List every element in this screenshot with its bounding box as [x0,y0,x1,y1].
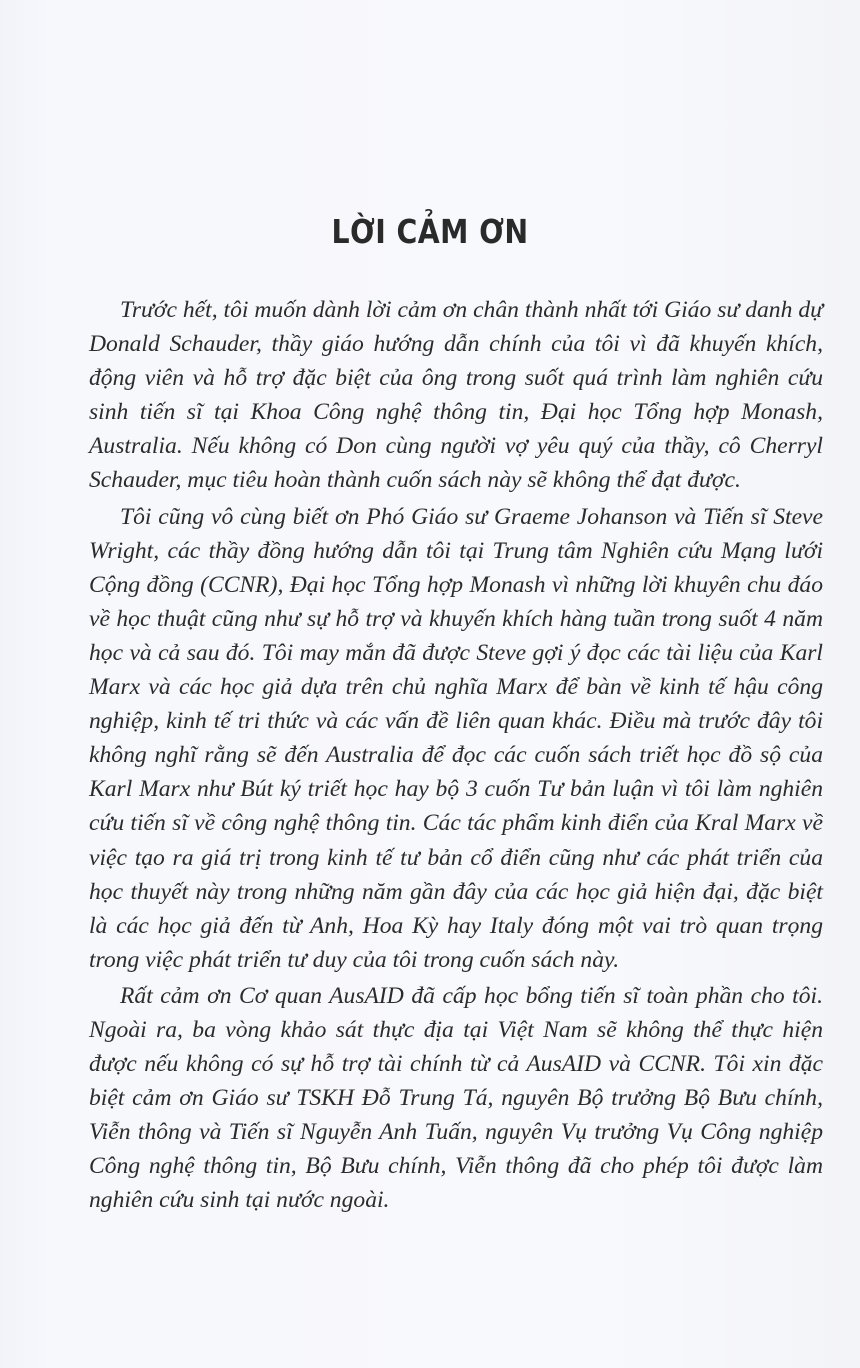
page-title: LỜI CẢM ƠN [331,212,529,251]
paragraph-3: Rất cảm ơn Cơ quan AusAID đã cấp học bổng tiến sĩ toàn phần cho tôi. Ngoài ra, ba vòng khảo sát thực địa tại Việt Nam sẽ không thể thực hiện được nếu không có sự hỗ trợ tài chính từ cả AusAID và CCNR. Tôi xin đặc biệt cảm ơn Giáo sư TSKH Đỗ Trung Tá, nguyên Bộ trưởng Bộ Bưu chính, Viễn thông và Tiến sĩ Nguyễn Anh Tuấn, nguyên Vụ trưởng Vụ Công nghiệp Công nghệ thông tin, Bộ Bưu chính, Viễn thông đã cho phép tôi được làm nghiên cứu sinh tại nước ngoài. [89,982,823,1214]
acknowledgement-body [89,293,823,1220]
paragraph-1: Trước hết, tôi muốn dành lời cảm ơn chân thành nhất tới Giáo sư danh dự Donald Schauder, thầy giáo hướng dẫn chính của tôi vì đã khuyến khích, động viên và hỗ trợ đặc biệt của ông trong suốt quá trình làm nghiên cứu sinh tiến sĩ tại Khoa Công nghệ thông tin, Đại học Tổng hợp Monash, Australia. Nếu không có Don cùng người vợ yêu quý của thầy, cô Cherryl Schauder, mục tiêu hoàn thành cuốn sách này sẽ không thể đạt được. [89,297,823,494]
paragraph-2: Tôi cũng vô cùng biết ơn Phó Giáo sư Graeme Johanson và Tiến sĩ Steve Wright, các thầy đồng hướng dẫn tôi tại Trung tâm Nghiên cứu Mạng lưới Cộng đồng (CCNR), Đại học Tổng hợp Monash vì những lời khuyên chu đáo về học thuật cũng như sự hỗ trợ và khuyến khích hàng tuần trong suốt 4 năm học và cả sau đó. Tôi may mắn đã được Steve gợi ý đọc các tài liệu của Karl Marx và các học giả dựa trên chủ nghĩa Marx để bàn về kinh tế hậu công nghiệp, kinh tế tri thức và các vấn đề liên quan khác. Điều mà trước đây tôi không nghĩ rằng sẽ đến Australia để đọc các cuốn sách triết học đồ sộ của Karl Marx như Bút ký triết học hay bộ 3 cuốn Tư bản luận vì tôi làm nghiên cứu tiến sĩ về công nghệ thông tin. Các tác phẩm kinh điển của Kral Marx về việc tạo ra giá trị trong kinh tế tư bản cổ điển cũng như các phát triển của học thuyết này trong những năm gần đây của các học giả hiện đại, đặc biệt là các học giả đến từ Anh, Hoa Kỳ hay Italy đóng một vai trò quan trọng trong việc phát triển tư duy của tôi trong cuốn sách này. [89,503,823,973]
